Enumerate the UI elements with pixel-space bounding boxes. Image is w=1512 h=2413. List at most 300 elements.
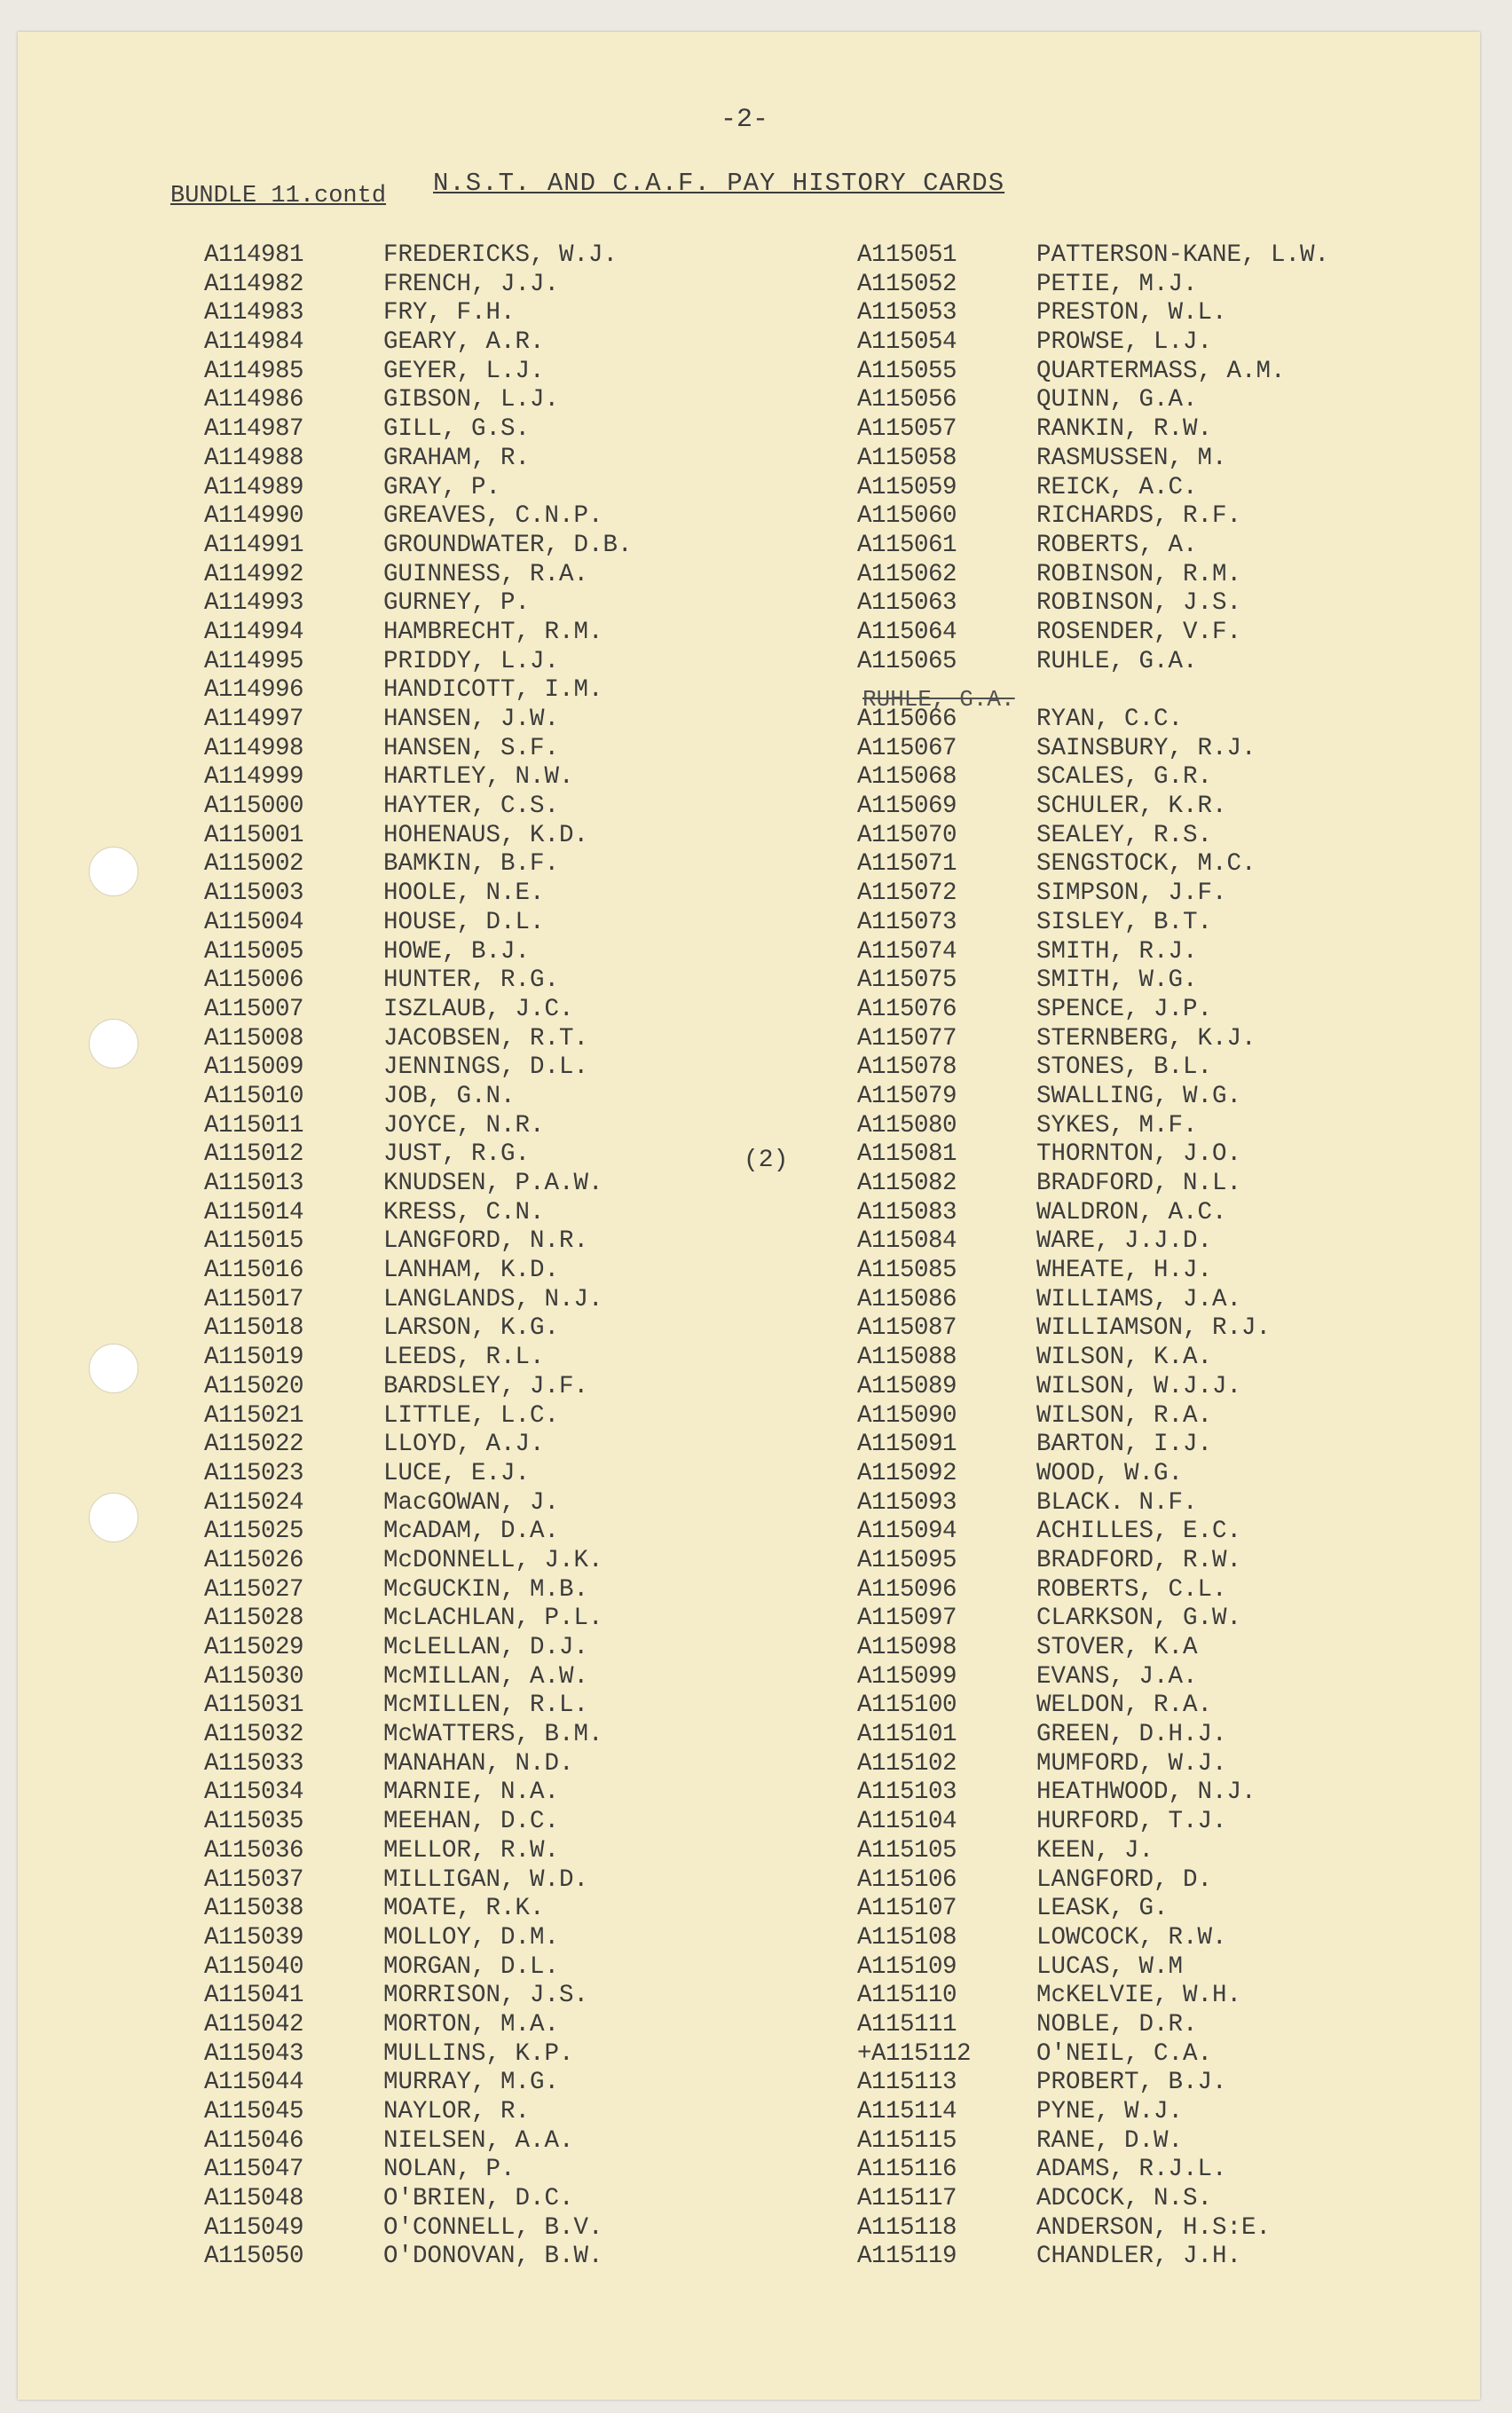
record-number: A115067 — [857, 734, 957, 762]
record-name: QUINN, G.A. — [1036, 386, 1198, 414]
record-row — [204, 328, 633, 358]
record-row — [857, 619, 1329, 648]
record-name: MURRAY, M.G. — [383, 2069, 560, 2097]
record-row — [204, 1431, 633, 1460]
record-name: GEYER, L.J. — [383, 357, 545, 385]
record-number: A114988 — [204, 444, 304, 472]
record-row — [857, 1518, 1329, 1547]
record-row — [204, 589, 633, 619]
record-number: A115012 — [204, 1140, 304, 1169]
record-name: GILL, G.S. — [383, 415, 531, 444]
record-name: GREAVES, C.N.P. — [383, 502, 603, 531]
record-name: FRENCH, J.J. — [383, 270, 560, 298]
record-name: RASMUSSEN, M. — [1036, 444, 1227, 472]
record-row — [204, 909, 633, 938]
record-name: McMILLAN, A.W. — [383, 1662, 589, 1691]
record-row — [204, 1750, 633, 1779]
record-number: A114986 — [204, 386, 304, 414]
record-number: A115069 — [857, 793, 957, 821]
record-row — [204, 1257, 633, 1286]
record-number: A115088 — [857, 1344, 957, 1372]
record-name: ROBINSON, R.M. — [1036, 560, 1242, 588]
record-name: McGUCKIN, M.B. — [383, 1575, 589, 1604]
record-number: A115111 — [857, 2010, 957, 2038]
record-name: MANAHAN, N.D. — [383, 1749, 574, 1778]
record-name: GREEN, D.H.J. — [1036, 1721, 1227, 1749]
record-number: A115084 — [857, 1227, 957, 1256]
record-name: LUCAS, W.M — [1036, 1952, 1184, 1981]
record-number: A115017 — [204, 1285, 304, 1313]
record-row — [857, 1170, 1329, 1199]
record-name: PROWSE, L.J. — [1036, 328, 1213, 357]
record-number: A115029 — [204, 1634, 304, 1661]
record-name: PROBERT, B.J. — [1036, 2069, 1227, 2097]
record-row — [204, 996, 633, 1025]
record-number: A115082 — [857, 1170, 957, 1197]
right-column-list — [857, 241, 1329, 2272]
record-row — [857, 1460, 1329, 1489]
record-number: A115030 — [204, 1662, 304, 1691]
record-number: A115108 — [857, 1923, 957, 1952]
record-row — [857, 2011, 1329, 2040]
record-number: A115002 — [204, 850, 304, 879]
record-row — [204, 793, 633, 822]
record-number: A115095 — [857, 1546, 957, 1574]
record-name: NAYLOR, R. — [383, 2098, 531, 2125]
record-name: O'DONOVAN, B.W. — [383, 2243, 603, 2271]
record-number: A115107 — [857, 1895, 957, 1923]
record-name: REICK, A.C. — [1036, 473, 1198, 501]
record-name: JENNINGS, D.L. — [383, 1053, 589, 1082]
record-number: A115061 — [857, 531, 957, 559]
record-name: SWALLING, W.G. — [1036, 1082, 1242, 1110]
record-row — [857, 763, 1329, 793]
record-row — [204, 358, 633, 387]
record-name: MILLIGAN, W.D. — [383, 1865, 589, 1894]
record-number: A114995 — [204, 647, 304, 675]
record-number: A114989 — [204, 473, 304, 501]
record-row — [204, 1373, 633, 1402]
record-row — [204, 1547, 633, 1576]
record-name: LLOYD, A.J. — [383, 1431, 545, 1459]
record-number: A115048 — [204, 2185, 304, 2213]
record-name: LOWCOCK, R.W. — [1036, 1923, 1227, 1952]
record-name: McKELVIE, W.H. — [1036, 1982, 1242, 2010]
record-name: RICHARDS, R.F. — [1036, 502, 1242, 531]
record-number: A114984 — [204, 328, 304, 357]
record-row — [204, 1953, 633, 1983]
record-row — [857, 1227, 1329, 1257]
record-row — [857, 1866, 1329, 1896]
record-row — [204, 2069, 633, 2098]
record-number: A115001 — [204, 821, 304, 849]
record-row — [204, 648, 633, 677]
record-row — [857, 1691, 1329, 1721]
record-row — [204, 1605, 633, 1634]
record-name: BARTON, I.J. — [1036, 1431, 1213, 1459]
record-name: WOOD, W.G. — [1036, 1459, 1184, 1487]
record-row — [204, 706, 633, 735]
record-number: A115035 — [204, 1808, 304, 1836]
record-name: KNUDSEN, P.A.W. — [383, 1170, 603, 1197]
record-number: A115105 — [857, 1836, 957, 1865]
record-number: A115039 — [204, 1923, 304, 1952]
record-row — [204, 1170, 633, 1199]
record-name: NIELSEN, A.A. — [383, 2126, 574, 2155]
record-name: BARDSLEY, J.F. — [383, 1372, 589, 1400]
record-name: LEASK, G. — [1036, 1895, 1169, 1923]
record-name: GRAY, P. — [383, 473, 501, 501]
record-number: A115019 — [204, 1344, 304, 1372]
record-number: A115032 — [204, 1721, 304, 1749]
record-number: A114994 — [204, 618, 304, 646]
record-row — [857, 1431, 1329, 1460]
record-row — [857, 966, 1329, 996]
record-number: A115064 — [857, 618, 957, 646]
record-name: PETIE, M.J. — [1036, 270, 1198, 298]
record-name: SMITH, R.J. — [1036, 937, 1198, 966]
record-number: A115077 — [857, 1024, 957, 1053]
record-number: A115036 — [204, 1836, 304, 1865]
record-row — [857, 1721, 1329, 1750]
struck-out-entry: RUHLE, G.A. — [862, 686, 1015, 713]
record-name: LANGFORD, D. — [1036, 1865, 1213, 1894]
record-name: RUHLE, G.A. — [1036, 647, 1198, 675]
record-number: A115004 — [204, 908, 304, 936]
record-name: SEALEY, R.S. — [1036, 821, 1213, 849]
record-name: ROBERTS, C.L. — [1036, 1575, 1227, 1604]
record-name: MULLINS, K.P. — [383, 2039, 574, 2068]
record-name: LANGFORD, N.R. — [383, 1227, 589, 1256]
record-name: SCHULER, K.R. — [1036, 793, 1227, 821]
record-number: A115083 — [857, 1198, 957, 1226]
record-number: A114985 — [204, 357, 304, 385]
record-number: A115068 — [857, 763, 957, 792]
record-name: LUCE, E.J. — [383, 1459, 531, 1487]
record-row — [857, 445, 1329, 474]
record-row — [204, 1112, 633, 1141]
record-number: A115090 — [857, 1401, 957, 1430]
record-number: A115075 — [857, 966, 957, 995]
record-name: ACHILLES, E.C. — [1036, 1518, 1242, 1546]
record-name: WILSON, K.A. — [1036, 1344, 1213, 1372]
record-row — [204, 502, 633, 532]
record-number: A115059 — [857, 473, 957, 501]
record-name: CLARKSON, G.W. — [1036, 1605, 1242, 1633]
record-name: BRADFORD, N.L. — [1036, 1170, 1242, 1197]
record-name: RANE, D.W. — [1036, 2126, 1184, 2155]
record-row — [204, 735, 633, 764]
record-name: JACOBSEN, R.T. — [383, 1024, 589, 1053]
record-name: BLACK. N.F. — [1036, 1488, 1198, 1517]
record-name: ROBERTS, A. — [1036, 531, 1198, 559]
punch-hole — [89, 1493, 138, 1542]
record-number: A115008 — [204, 1024, 304, 1053]
record-row — [857, 793, 1329, 822]
record-name: McWATTERS, B.M. — [383, 1721, 603, 1749]
record-name: HOWE, B.J. — [383, 937, 531, 966]
record-number: A115062 — [857, 560, 957, 588]
record-row — [857, 2156, 1329, 2185]
record-name: JOB, G.N. — [383, 1082, 516, 1110]
record-name: WILLIAMSON, R.J. — [1036, 1314, 1272, 1343]
record-name: SCALES, G.R. — [1036, 763, 1213, 792]
record-name: NOLAN, P. — [383, 2156, 516, 2184]
record-number: A115078 — [857, 1053, 957, 1082]
record-row — [204, 241, 633, 271]
record-number: A115051 — [857, 241, 957, 269]
record-name: MUMFORD, W.J. — [1036, 1749, 1227, 1778]
record-row — [857, 1837, 1329, 1866]
record-number: A115027 — [204, 1575, 304, 1604]
record-number: A114998 — [204, 734, 304, 762]
record-name: JOYCE, N.R. — [383, 1111, 545, 1139]
record-number: A115097 — [857, 1605, 957, 1633]
record-name: PYNE, W.J. — [1036, 2098, 1184, 2125]
record-name: HANDICOTT, I.M. — [383, 676, 603, 705]
record-row — [857, 1547, 1329, 1576]
record-row — [204, 474, 633, 503]
record-name: MOATE, R.K. — [383, 1895, 545, 1923]
record-row — [204, 1025, 633, 1054]
record-row — [204, 1053, 633, 1083]
record-number: A115098 — [857, 1634, 957, 1661]
record-row — [204, 938, 633, 967]
record-name: HURFORD, T.J. — [1036, 1808, 1227, 1836]
record-name: SAINSBURY, R.J. — [1036, 734, 1256, 762]
record-row — [857, 648, 1329, 677]
record-name: GROUNDWATER, D.B. — [383, 531, 633, 559]
record-number: A115080 — [857, 1111, 957, 1139]
record-number: A114987 — [204, 415, 304, 444]
record-name: SMITH, W.G. — [1036, 966, 1198, 995]
record-name: LANHAM, K.D. — [383, 1257, 560, 1285]
record-number: A115025 — [204, 1518, 304, 1546]
record-number: A115031 — [204, 1691, 304, 1720]
record-row — [204, 1837, 633, 1866]
record-name: HANSEN, S.F. — [383, 734, 560, 762]
record-name: McMILLEN, R.L. — [383, 1691, 589, 1720]
record-number: A115070 — [857, 821, 957, 849]
record-name: SISLEY, B.T. — [1036, 908, 1213, 936]
record-name: BRADFORD, R.W. — [1036, 1546, 1242, 1574]
record-number: A115119 — [857, 2243, 957, 2271]
record-row — [857, 1053, 1329, 1083]
record-name: WELDON, R.A. — [1036, 1691, 1213, 1720]
record-number: A115049 — [204, 2213, 304, 2242]
record-number: A115060 — [857, 502, 957, 531]
record-row — [204, 2243, 633, 2272]
record-number: A114981 — [204, 241, 304, 269]
left-column-list — [204, 241, 633, 2272]
record-number: A115055 — [857, 357, 957, 385]
record-number: A114991 — [204, 531, 304, 559]
record-row — [857, 1402, 1329, 1431]
record-number: A115015 — [204, 1227, 304, 1256]
record-number: A115063 — [857, 589, 957, 618]
record-row — [857, 271, 1329, 300]
record-row — [204, 619, 633, 648]
record-number: A115104 — [857, 1808, 957, 1836]
record-name: PATTERSON-KANE, L.W. — [1036, 241, 1330, 269]
record-row — [204, 1314, 633, 1344]
record-row — [204, 2011, 633, 2040]
record-name: NOBLE, D.R. — [1036, 2010, 1198, 2038]
page-number: -2- — [721, 105, 769, 135]
record-number: A115089 — [857, 1372, 957, 1400]
record-row — [204, 1924, 633, 1953]
record-name: ISZLAUB, J.C. — [383, 995, 574, 1023]
record-row — [204, 966, 633, 996]
record-name: SIMPSON, J.F. — [1036, 879, 1227, 908]
record-row — [857, 996, 1329, 1025]
record-row — [857, 532, 1329, 561]
record-name: THORNTON, J.O. — [1036, 1140, 1242, 1169]
record-row — [204, 299, 633, 328]
record-row — [857, 1083, 1329, 1112]
record-name: GURNEY, P. — [383, 589, 531, 618]
record-number: A115099 — [857, 1662, 957, 1691]
record-name: HAMBRECHT, R.M. — [383, 618, 603, 646]
record-number: A115011 — [204, 1111, 304, 1139]
record-row — [204, 386, 633, 415]
record-row — [204, 2127, 633, 2157]
record-row — [857, 2127, 1329, 2157]
record-number: A115085 — [857, 1257, 957, 1285]
record-number: A115106 — [857, 1865, 957, 1894]
record-row — [857, 1895, 1329, 1924]
record-row — [857, 1605, 1329, 1634]
record-row — [857, 1982, 1329, 2011]
record-row — [857, 415, 1329, 445]
record-name: HAYTER, C.S. — [383, 793, 560, 821]
record-name: HARTLEY, N.W. — [383, 763, 574, 792]
record-name: EVANS, J.A. — [1036, 1662, 1198, 1691]
record-row — [857, 1663, 1329, 1692]
record-number: A115115 — [857, 2126, 957, 2155]
record-number: A115113 — [857, 2069, 957, 2097]
record-number: A115052 — [857, 270, 957, 298]
record-name: O'NEIL, C.A. — [1036, 2039, 1213, 2068]
record-number: A115034 — [204, 1778, 304, 1807]
record-row — [857, 1140, 1329, 1170]
record-row — [204, 763, 633, 793]
record-number: A115100 — [857, 1691, 957, 1720]
record-name: QUARTERMASS, A.M. — [1036, 357, 1286, 385]
record-row — [204, 445, 633, 474]
record-number: A115076 — [857, 995, 957, 1023]
record-row — [857, 1257, 1329, 1286]
record-row — [857, 822, 1329, 851]
record-name: WILSON, R.A. — [1036, 1401, 1213, 1430]
record-name: WILLIAMS, J.A. — [1036, 1285, 1242, 1313]
record-number: A115109 — [857, 1952, 957, 1981]
record-row — [857, 2040, 1329, 2070]
record-row — [857, 735, 1329, 764]
record-number: A115086 — [857, 1285, 957, 1313]
record-name: GEARY, A.R. — [383, 328, 545, 357]
record-name: STERNBERG, K.J. — [1036, 1024, 1256, 1053]
record-row — [857, 589, 1329, 619]
record-number: A115010 — [204, 1082, 304, 1110]
record-row — [857, 328, 1329, 358]
record-number: A115024 — [204, 1488, 304, 1517]
record-row — [857, 1314, 1329, 1344]
record-name: RANKIN, R.W. — [1036, 415, 1213, 444]
record-number: A114992 — [204, 560, 304, 588]
record-number: A114997 — [204, 706, 304, 733]
record-name: WILSON, W.J.J. — [1036, 1372, 1242, 1400]
record-number: A115042 — [204, 2010, 304, 2038]
record-number: A115071 — [857, 850, 957, 879]
record-row — [857, 1373, 1329, 1402]
record-name: WHEATE, H.J. — [1036, 1257, 1213, 1285]
record-name: O'BRIEN, D.C. — [383, 2185, 574, 2213]
record-name: MOLLOY, D.M. — [383, 1923, 560, 1952]
record-number: A115058 — [857, 444, 957, 472]
bundle-marker: (2) — [744, 1147, 789, 1174]
record-name: HUNTER, R.G. — [383, 966, 560, 995]
record-row — [204, 2185, 633, 2214]
record-name: WARE, J.J.D. — [1036, 1227, 1213, 1256]
record-row — [857, 561, 1329, 590]
record-number: A115114 — [857, 2098, 957, 2125]
record-number: A115093 — [857, 1488, 957, 1517]
record-number: A115092 — [857, 1459, 957, 1487]
record-name: HOUSE, D.L. — [383, 908, 545, 936]
record-row — [857, 1808, 1329, 1837]
record-row — [204, 1808, 633, 1837]
record-number: A115005 — [204, 937, 304, 966]
record-row — [857, 299, 1329, 328]
record-row — [857, 938, 1329, 967]
record-row — [857, 386, 1329, 415]
record-number: A115038 — [204, 1895, 304, 1923]
record-name: LEEDS, R.L. — [383, 1344, 545, 1372]
record-number: A115053 — [857, 299, 957, 327]
record-row — [204, 1344, 633, 1373]
record-row — [204, 271, 633, 300]
record-number: A115065 — [857, 647, 957, 675]
record-row — [857, 1576, 1329, 1605]
record-row — [204, 1227, 633, 1257]
record-name: MacGOWAN, J. — [383, 1488, 560, 1517]
record-row — [857, 2214, 1329, 2243]
record-row — [857, 850, 1329, 879]
record-row — [204, 1895, 633, 1924]
record-number: A115094 — [857, 1518, 957, 1546]
record-number: A114982 — [204, 270, 304, 298]
record-name: JUST, R.G. — [383, 1140, 531, 1169]
record-name: McLACHLAN, P.L. — [383, 1605, 603, 1633]
record-name: O'CONNELL, B.V. — [383, 2213, 603, 2242]
punch-hole — [89, 1344, 138, 1393]
record-number: A115047 — [204, 2156, 304, 2184]
record-number: A115117 — [857, 2185, 957, 2213]
record-name: GRAHAM, R. — [383, 444, 531, 472]
record-name: MELLOR, R.W. — [383, 1836, 560, 1865]
record-name: SYKES, M.F. — [1036, 1111, 1198, 1139]
record-row — [857, 1634, 1329, 1663]
record-number: A115000 — [204, 793, 304, 821]
record-row — [204, 1286, 633, 1315]
record-name: FRY, F.H. — [383, 299, 516, 327]
record-number: A115057 — [857, 415, 957, 444]
record-number: A115103 — [857, 1778, 957, 1807]
record-name: GIBSON, L.J. — [383, 386, 560, 414]
record-number: A115101 — [857, 1721, 957, 1749]
record-number: A115116 — [857, 2156, 957, 2184]
